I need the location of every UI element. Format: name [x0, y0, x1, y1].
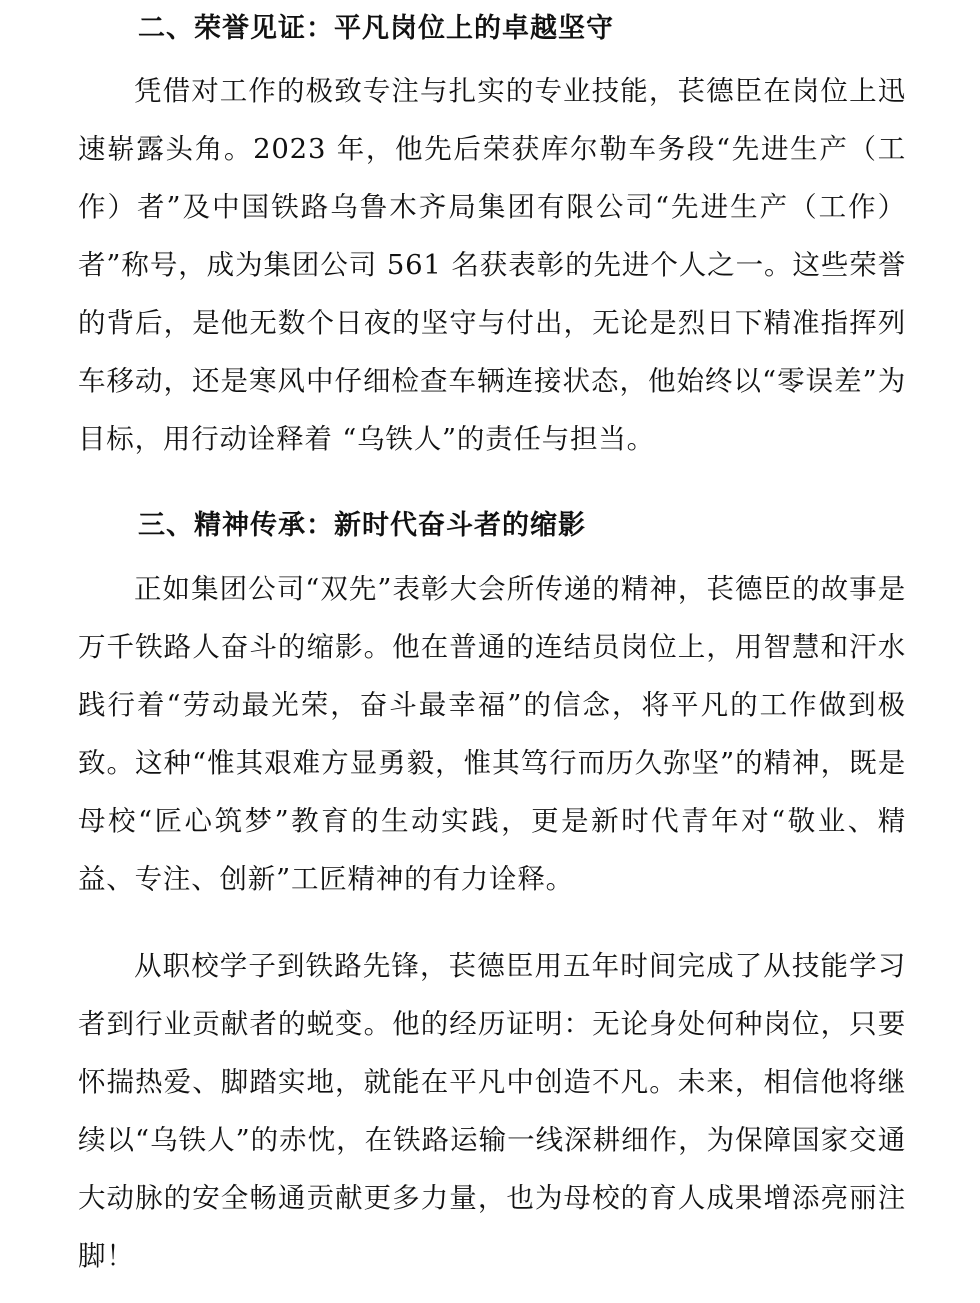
section-three-paragraph-2: 从职校学子到铁路先锋，苌德臣用五年时间完成了从技能学习者到行业贡献者的蜕变。他的经历证明：无论身处何种岗位，只要怀揣热爱、脚踏实地，就能在平凡中创造不凡。未来，相信他将继续以“乌铁人”的赤忱，在铁路运输一线深耕细作，为保障国家交通大动脉的安全畅通贡献更多力量，也为母校的育人成果增添亮丽注脚！ [78, 950, 906, 1272]
section-three-heading: 三、精神传承：新时代奋斗者的缩影 [138, 510, 586, 541]
section-two-paragraph: 凭借对工作的极致专注与扎实的专业技能，苌德臣在岗位上迅速崭露头角。2023 年，他先后荣获库尔勒车务段“先进生产（工作）者”及中国铁路乌鲁木齐局集团有限公司“先进生产（工作）者”称号，成为集团公司 561 名获表彰的先进个人之一。这些荣誉的背后，是他无数个日夜的坚守与付出，无论是烈日下精准指挥列车移动，还是寒风中仔细检查车辆连接状态，他始终以“零误差”为目标，用行动诠释着 “乌铁人”的责任与担当。 [78, 75, 906, 455]
section-two-heading: 二、荣誉见证：平凡岗位上的卓越坚守 [138, 13, 614, 44]
section-three-paragraph-1: 正如集团公司“双先”表彰大会所传递的精神，苌德臣的故事是万千铁路人奋斗的缩影。他在普通的连结员岗位上，用智慧和汗水践行着“劳动最光荣，奋斗最幸福”的信念，将平凡的工作做到极致。这种“惟其艰难方显勇毅，惟其笃行而历久弥坚”的精神，既是母校“匠心筑梦”教育的生动实践，更是新时代青年对“敬业、精益、专注、创新”工匠精神的有力诠释。 [78, 573, 906, 895]
